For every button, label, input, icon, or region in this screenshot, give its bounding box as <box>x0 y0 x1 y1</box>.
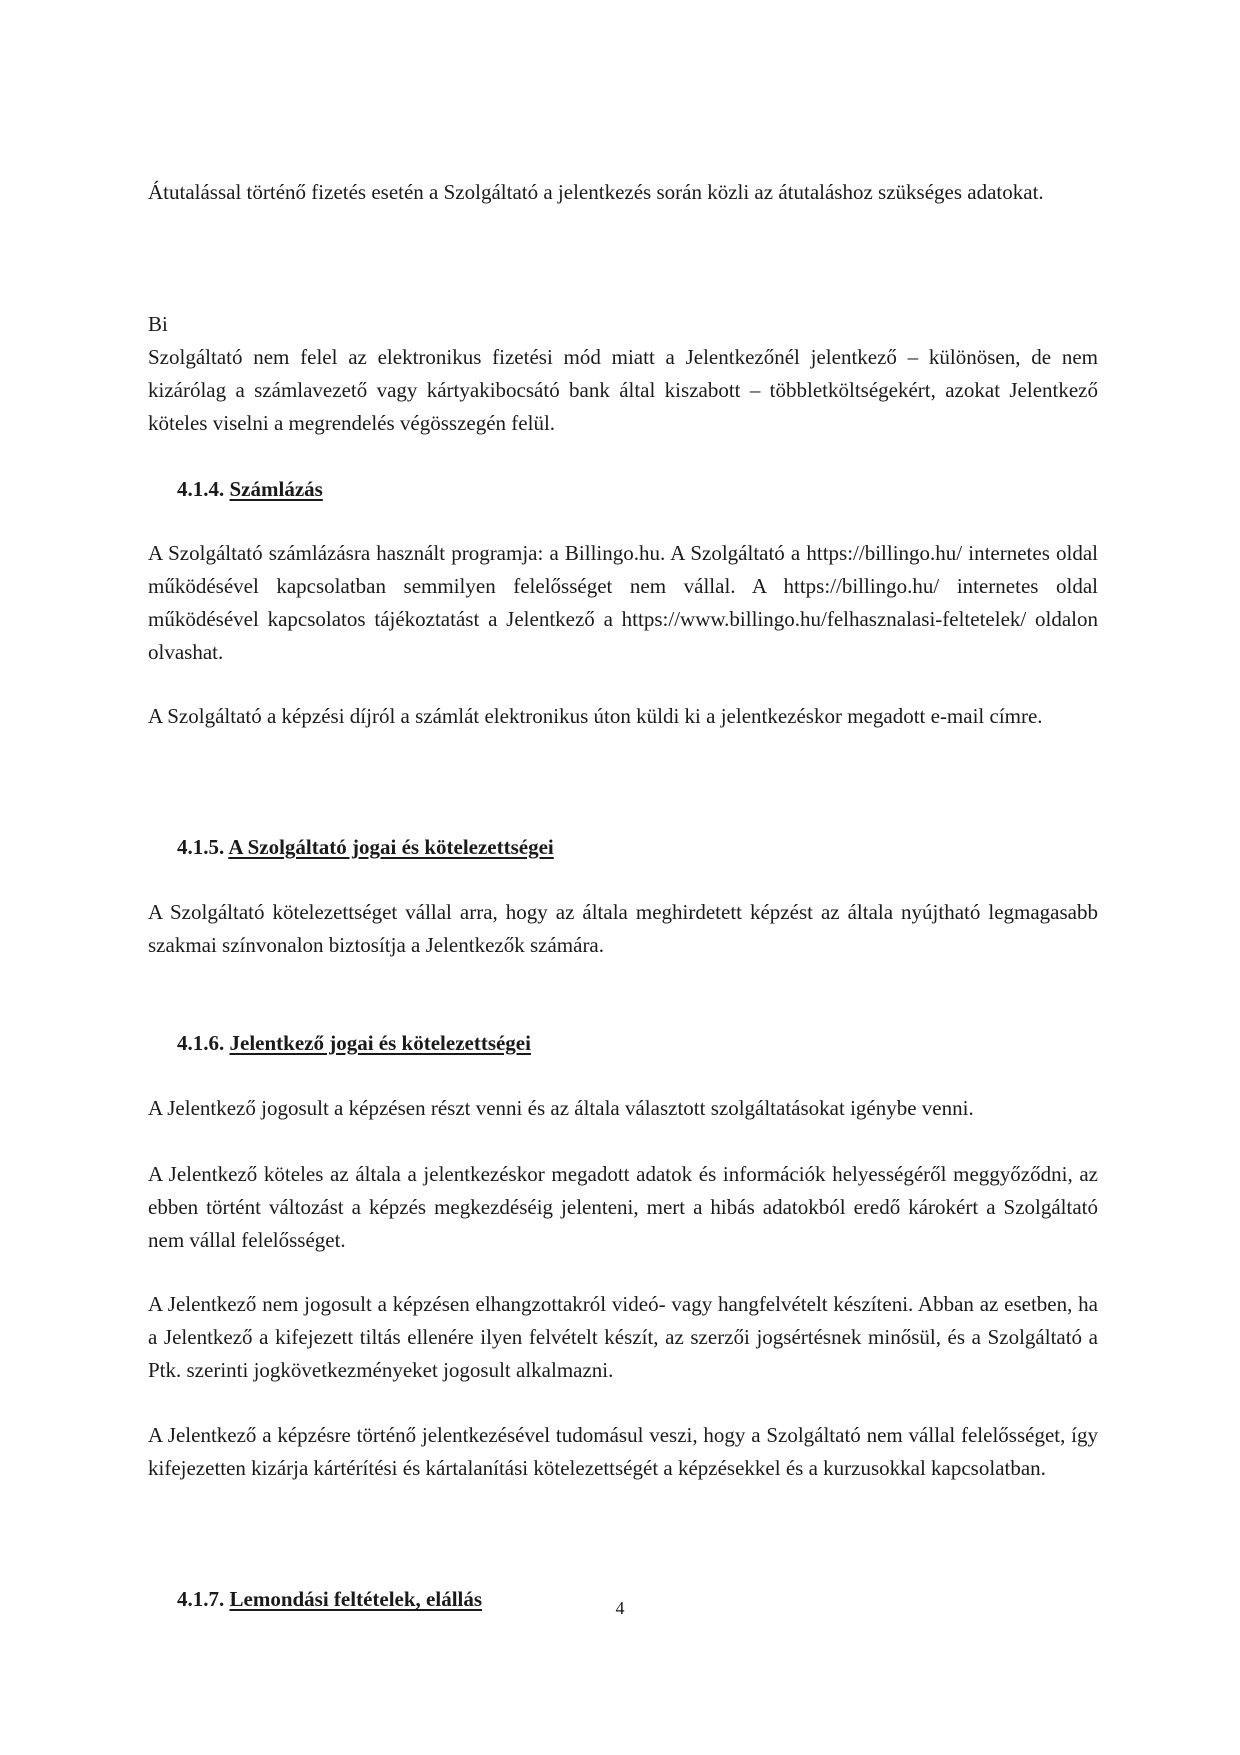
paragraph-billing-program: A Szolgáltató számlázásra használt programja: a Billingo.hu. A Szolgáltató a https://billingo.hu/ internetes oldal működésével kapcsolatban semmilyen felelősséget nem vállal. A https://billingo.hu/ internetes oldal működésével kapcsolatos tájékoztatást a Jelentkező a https://www.billingo.hu/felhasznalasi-feltetelek/ oldalon olvashat. <box>148 541 1098 664</box>
paragraph-applicant-data: A Jelentkező köteles az általa a jelentkezéskor megadott adatok és információk helyességéről meggyőződni, az ebben történt változást a képzés megkezdéséig jelenteni, mert a hibás adatokból eredő károkért a Szolgáltató nem vállal felelősséget. <box>148 1162 1098 1252</box>
paragraph-applicant-right: A Jelentkező jogosult a képzésen részt venni és az általa választott szolgáltatásokat igénybe venni. <box>148 1096 974 1120</box>
paragraph-transfer: Átutalással történő fizetés esetén a Szolgáltató a jelentkezés során közli az átutaláshoz szükséges adatokat. <box>148 180 1044 204</box>
page-number: 4 <box>615 1598 625 1618</box>
section-number: 4.1.6. <box>177 1031 225 1055</box>
paragraph-provider-obligation: A Szolgáltató kötelezettséget vállal arra, hogy az általa meghirdetett képzést az általa nyújtható legmagasabb szakmai színvonalon biztosítja a Jelentkezők számára. <box>148 900 1098 957</box>
section-heading-4-1-5 <box>177 831 554 864</box>
section-title: Számlázás <box>229 477 323 501</box>
paragraph-liability-waiver: A Jelentkező a képzésre történő jelentkezésével tudomásul veszi, hogy a Szolgáltató nem vállal felelősséget, így kifejezetten kizárja kártérítési és kártalanítási kötelezettségét a képzésekkel és a kurzusokkal kapcsolatban. <box>148 1423 1098 1480</box>
paragraph-recording-ban: A Jelentkező nem jogosult a képzésen elhangzottakról videó- vagy hangfelvételt készíteni. Abban az esetben, ha a Jelentkező a kifejezett tiltás ellenére ilyen felvételt készít, az szerzői jogsértésnek minősül, és a Szolgáltató a Ptk. szerinti jogkövetkezményeket jogosult alkalmazni. <box>148 1292 1098 1382</box>
paragraph-liability: Szolgáltató nem felel az elektronikus fizetési mód miatt a Jelentkezőnél jelentkező – különösen, de nem kizárólag a számlavezető vagy kártyakibocsátó bank által kiszabott – többletköltségekért, azokat Jelentkező köteles viselni a megrendelés végösszegén felül. <box>148 345 1098 435</box>
section-number: 4.1.5. <box>177 835 225 859</box>
section-number: 4.1.7. <box>177 1587 225 1611</box>
section-heading-4-1-4 <box>177 473 323 506</box>
section-title: A Szolgáltató jogai és kötelezettségei <box>228 835 554 859</box>
section-title: Lemondási feltételek, elállás <box>229 1587 483 1611</box>
section-title: Jelentkező jogai és kötelezettségei <box>229 1031 531 1055</box>
section-heading-4-1-6 <box>177 1027 531 1060</box>
paragraph-fragment: Bi <box>148 312 168 336</box>
section-number: 4.1.4. <box>177 477 225 501</box>
paragraph-billing-email: A Szolgáltató a képzési díjról a számlát elektronikus úton küldi ki a jelentkezéskor megadott e-mail címre. <box>148 704 1043 728</box>
